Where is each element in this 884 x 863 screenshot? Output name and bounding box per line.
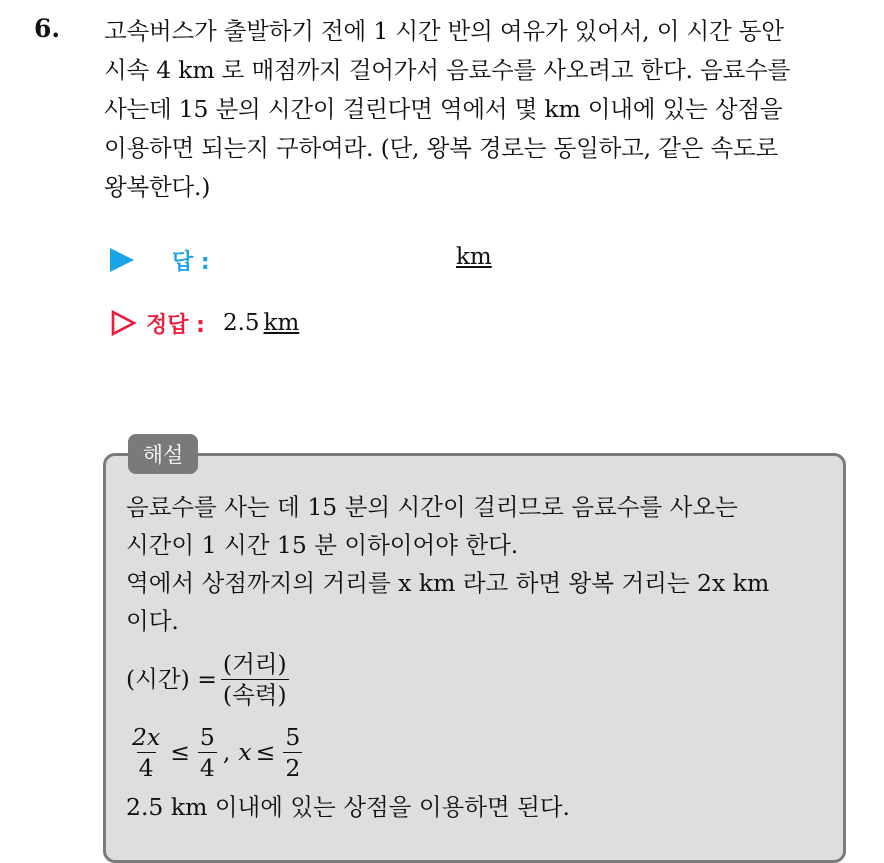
solution-line-3: 역에서 상점까지의 거리를 x km 라고 하면 왕복 거리는 2x km bbox=[126, 569, 770, 597]
formula-fraction bbox=[221, 649, 289, 710]
fraction-2x-over-4 bbox=[130, 722, 162, 783]
filled-play-icon bbox=[110, 248, 134, 272]
fraction-1-denominator: 4 bbox=[138, 753, 154, 782]
answer-label: 답 : bbox=[172, 249, 210, 275]
answer-unit: km bbox=[456, 244, 492, 270]
leq-sign-2: ≤ bbox=[255, 738, 276, 766]
formula-lhs: (시간) = bbox=[126, 665, 217, 693]
correct-answer-value: 2.5 bbox=[222, 310, 260, 336]
question-number: 6. bbox=[34, 14, 61, 43]
solution-conclusion: 2.5 km 이내에 있는 상점을 이용하면 된다. bbox=[126, 793, 570, 821]
time-formula bbox=[126, 644, 836, 714]
fraction-5-over-2 bbox=[283, 722, 302, 783]
fraction-2-denominator: 4 bbox=[199, 753, 215, 782]
fraction-3-denominator: 2 bbox=[285, 753, 301, 782]
question-line-3: 사는데 15 분의 시간이 걸린다면 역에서 몇 km 이내에 있는 상점을 bbox=[104, 95, 783, 123]
formula-numerator: (거리) bbox=[222, 649, 287, 678]
solution-body bbox=[126, 488, 836, 826]
fraction-2-numerator: 5 bbox=[199, 722, 215, 751]
correct-answer-row bbox=[110, 303, 299, 343]
answer-row bbox=[110, 240, 610, 280]
solution-line-4: 이다. bbox=[126, 607, 179, 635]
question-text bbox=[104, 12, 874, 207]
solution-line-1: 음료수를 사는 데 15 분의 시간이 걸리므로 음료수를 사오는 bbox=[126, 493, 738, 521]
correct-answer-label: 정답 : bbox=[146, 312, 205, 338]
fraction-1-numerator: 2x bbox=[132, 722, 161, 751]
inequality bbox=[126, 716, 836, 788]
question-line-4: 이용하면 되는지 구하여라. (단, 왕복 경로는 동일하고, 같은 속도로 bbox=[104, 134, 778, 162]
variable-x: x bbox=[238, 738, 252, 766]
separator-comma: , bbox=[222, 738, 231, 766]
solution-tab: 해설 bbox=[128, 434, 198, 474]
question-line-1: 고속버스가 출발하기 전에 1 시간 반의 여유가 있어서, 이 시간 동안 bbox=[104, 17, 784, 45]
question-line-2: 시속 4 km 로 매점까지 걸어가서 음료수를 사오려고 한다. 음료수를 bbox=[104, 56, 791, 84]
solution-line-2: 시간이 1 시간 15 분 이하이어야 한다. bbox=[126, 531, 519, 559]
leq-sign-1: ≤ bbox=[170, 738, 190, 766]
outline-play-icon bbox=[110, 310, 136, 336]
fraction-3-numerator: 5 bbox=[285, 722, 301, 751]
fraction-5-over-4 bbox=[198, 722, 217, 783]
correct-answer-unit: km bbox=[263, 310, 300, 336]
formula-denominator: (속력) bbox=[222, 680, 287, 709]
question-line-5: 왕복한다.) bbox=[104, 173, 211, 201]
